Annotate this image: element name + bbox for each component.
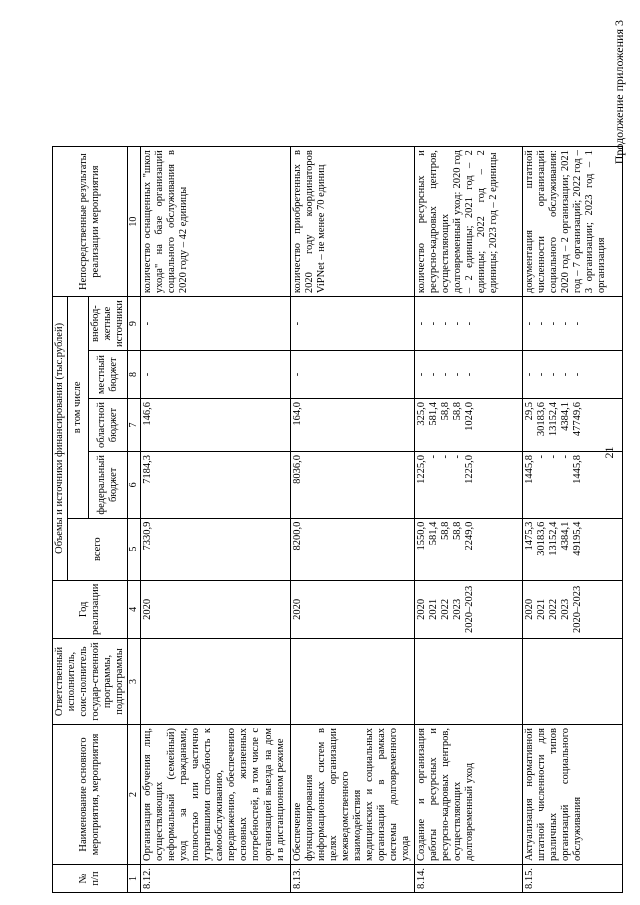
row-number: 8.13.	[290, 865, 414, 893]
table-row	[140, 147, 290, 893]
total-cell: 8200,0	[290, 518, 414, 580]
regional-cell: 164,0	[290, 399, 414, 452]
measure-name: Организация обучения лиц, осуществляющих неформальный (семейный) уход за гражданами, полностью или частично утратившими способность к самообслуживанию, передвижению, обеспечению основных жизненных потребностей, в том числе с организацией выезда на дом и в дистанционном режиме	[140, 725, 290, 865]
header-year: Год реализации	[53, 580, 128, 638]
row-number: 8.12.	[140, 865, 290, 893]
col-index: 9	[128, 297, 141, 351]
header-responsible: Ответственный исполнитель, соис-полнитель государ-ственной программы, подпрограммы	[53, 639, 128, 725]
regional-cell: 29,5 30183,6 13152,4 4384,1 47749,6	[522, 399, 622, 452]
local-cell: - - - - -	[522, 351, 622, 399]
col-index: 1	[128, 865, 141, 893]
funding-table	[52, 146, 623, 893]
measure-name: Создание и организация работы ресурсных и ресурсно-кадровых центров, осуществляющих долговременный уход	[414, 725, 522, 865]
header-name: Наименование основного мероприятия, мероприятия	[53, 725, 128, 865]
column-index-row	[128, 147, 141, 893]
local-cell: - - - - -	[414, 351, 522, 399]
appendix-continuation-title: Продолжение приложения 3	[612, 20, 626, 165]
local-cell: -	[140, 351, 290, 399]
col-index: 10	[128, 147, 141, 297]
federal-cell: 1445,8 - - - 1445,8	[522, 452, 622, 519]
measure-name: Обеспечение функционирования информационных систем в целях организации межведомственного взаимодействия медицинских и социальных организаций в рамках системы долговременного ухода	[290, 725, 414, 865]
col-index: 4	[128, 580, 141, 638]
result-cell: количество оснащенных "школ ухода" на базе организаций социального обслуживания в 2020 году – 42 единицы	[140, 147, 290, 297]
result-cell: количество приобретенных в 2020 году координаторов ViPNet – не менее 70 единиц	[290, 147, 414, 297]
regional-cell: 325,0 581,4 58,8 58,8 1024,0	[414, 399, 522, 452]
local-cell: -	[290, 351, 414, 399]
total-cell: 1550,0 581,4 58,8 58,8 2249,0	[414, 518, 522, 580]
measure-name: Актуализация нормативной штатной численности для различных типов организаций социального обслуживания	[522, 725, 622, 865]
header-funding: Объемы и источники финансирования (тыс.рублей)	[53, 297, 68, 581]
result-cell: количество ресурсных и ресурсно-кадровых центров, осуществляющих долговременный уход: 2020 год – 2 единицы; 2021 год – 2 единицы; 2022 год – 2 единицы; 2023 год – 2 единицы	[414, 147, 522, 297]
result-cell: документация штатной численности организаций социального обслуживания: 2020 год – 2 организации; 2021 год – 7 организаций; 2022 год – 3 организации; 2023 год – 1 организация	[522, 147, 622, 297]
total-cell: 1475,3 30183,6 13152,4 4384,1 49195,4	[522, 518, 622, 580]
col-index: 5	[128, 518, 141, 580]
header-regional: областной бюджет	[89, 399, 128, 452]
regional-cell: 146,6	[140, 399, 290, 452]
header-including: в том числе	[68, 297, 89, 519]
header-no: № п/п	[53, 865, 128, 893]
year-cell: 2020 2021 2022 2023 2020–2023	[522, 580, 622, 638]
year-cell: 2020 2021 2022 2023 2020–2023	[414, 580, 522, 638]
extra-cell: -	[140, 297, 290, 351]
col-index: 2	[128, 725, 141, 865]
header-local: местный бюджет	[89, 351, 128, 399]
col-index: 8	[128, 351, 141, 399]
responsible-executor	[290, 639, 414, 725]
header-total: всего	[68, 518, 128, 580]
federal-cell: 8036,0	[290, 452, 414, 519]
table-row	[414, 147, 522, 893]
year-cell: 2020	[140, 580, 290, 638]
header-results: Непосредственные результаты реализации мероприятия	[53, 147, 128, 297]
row-number: 8.14.	[414, 865, 522, 893]
year-cell: 2020	[290, 580, 414, 638]
row-number: 8.15.	[522, 865, 622, 893]
header-federal: федеральный бюджет	[89, 452, 128, 519]
total-cell: 7330,9	[140, 518, 290, 580]
header-extra: внебюд-жетные источники	[89, 297, 128, 351]
extra-cell: - - - - -	[414, 297, 522, 351]
col-index: 6	[128, 452, 141, 519]
page-number: 21	[602, 446, 616, 459]
table-row	[522, 147, 622, 893]
col-index: 3	[128, 639, 141, 725]
responsible-executor	[522, 639, 622, 725]
col-index: 7	[128, 399, 141, 452]
federal-cell: 7184,3	[140, 452, 290, 519]
federal-cell: 1225,0 - - - 1225,0	[414, 452, 522, 519]
table-row	[290, 147, 414, 893]
extra-cell: -	[290, 297, 414, 351]
responsible-executor	[414, 639, 522, 725]
responsible-executor	[140, 639, 290, 725]
extra-cell: - - - - -	[522, 297, 622, 351]
